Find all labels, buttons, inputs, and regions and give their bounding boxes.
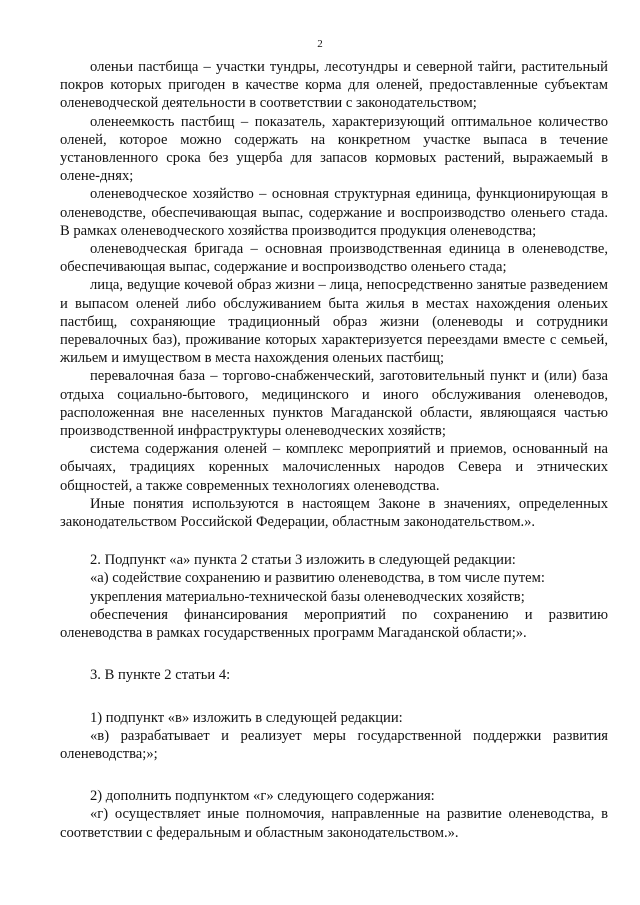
- definition-reindeer-pastures: оленьи пастбища – участки тундры, лесотундры и северной тайги, растительный покров которых пригоден в качестве корма для оленей, предоставленные субъектам оленеводческой деятельности в соответствии с законодательством;: [60, 59, 608, 112]
- definition-pasture-capacity: оленеемкость пастбищ – показатель, характеризующий оптимальное количество оленей, которое можно содержать на конкретном участке выпаса в течение установленного срока без ущерба для запасов кормовых растений, выражаемый в олене-днях;: [60, 113, 608, 185]
- definition-keeping-system: система содержания оленей – комплекс мероприятий и приемов, основанный на обычаях, традициях коренных малочисленных народов Севера и этнических общностей, а также современных технологиях оленеводства.: [60, 441, 608, 494]
- other-terms-paragraph: Иные понятия используются в настоящем Законе в значениях, определенных законодательством Российской Федерации, областным законодательством.».: [60, 495, 608, 531]
- item-2-line-financing: обеспечения финансирования мероприятий по сохранению и развитию оленеводства в рамках государственных программ Магаданской области;».: [60, 606, 608, 642]
- definition-reindeer-farm: оленеводческое хозяйство – основная структурная единица, функционирующая в оленеводстве, обеспечивающая выпас, содержание и воспроизводство оленьего стада. В рамках оленеводческого хозяйства производится продукция оленеводства;: [60, 186, 608, 239]
- item-3-subitem-1: 1) подпункт «в» изложить в следующей редакции:: [90, 709, 403, 726]
- page-number: 2: [317, 38, 323, 50]
- definition-nomadic-persons: лица, ведущие кочевой образ жизни – лица, непосредственно занятые разведением и выпасом оленей либо обслуживанием быта жилья в местах нахождения оленьих пастбищ, сохраняющие традиционный образ жизни (оленеводы и сотрудники перевалочных баз), проживание которых характеризуется переездами вместе с семьей, жильем и имуществом в места нахождения оленьих пастбищ;: [60, 277, 608, 367]
- item-2-subpoint-a: «а) содействие сохранению и развитию оленеводства, в том числе путем:: [90, 570, 545, 587]
- document-body: [60, 58, 608, 842]
- definition-transfer-base: перевалочная база – торгово-снабженческий, заготовительный пункт и (или) база отдыха социально-бытового, медицинского и иного обслуживания оленеводов, расположенная вне населенных пунктов Магаданской области, являющаяся частью производственной инфраструктуры оленеводческих хозяйств;: [60, 368, 608, 440]
- item-3-subpoint-g: «г) осуществляет иные полномочия, направленные на развитие оленеводства, в соответствии с федеральным и областным законодательством.».: [60, 806, 608, 841]
- item-3-subpoint-v: «в) разрабатывает и реализует меры государственной поддержки развития оленеводства;»;: [60, 727, 608, 762]
- item-3-heading: 3. В пункте 2 статьи 4:: [90, 667, 231, 684]
- item-3-subitem-2: 2) дополнить подпунктом «г» следующего содержания:: [90, 788, 435, 805]
- item-2-line-material-base: укрепления материально-технической базы оленеводческих хозяйств;: [90, 588, 525, 605]
- item-2-heading: 2. Подпункт «а» пункта 2 статьи 3 изложить в следующей редакции:: [90, 552, 516, 569]
- definition-reindeer-brigade: оленеводческая бригада – основная производственная единица в оленеводстве, обеспечивающая выпас, содержание и воспроизводство оленьего стада;: [60, 241, 608, 276]
